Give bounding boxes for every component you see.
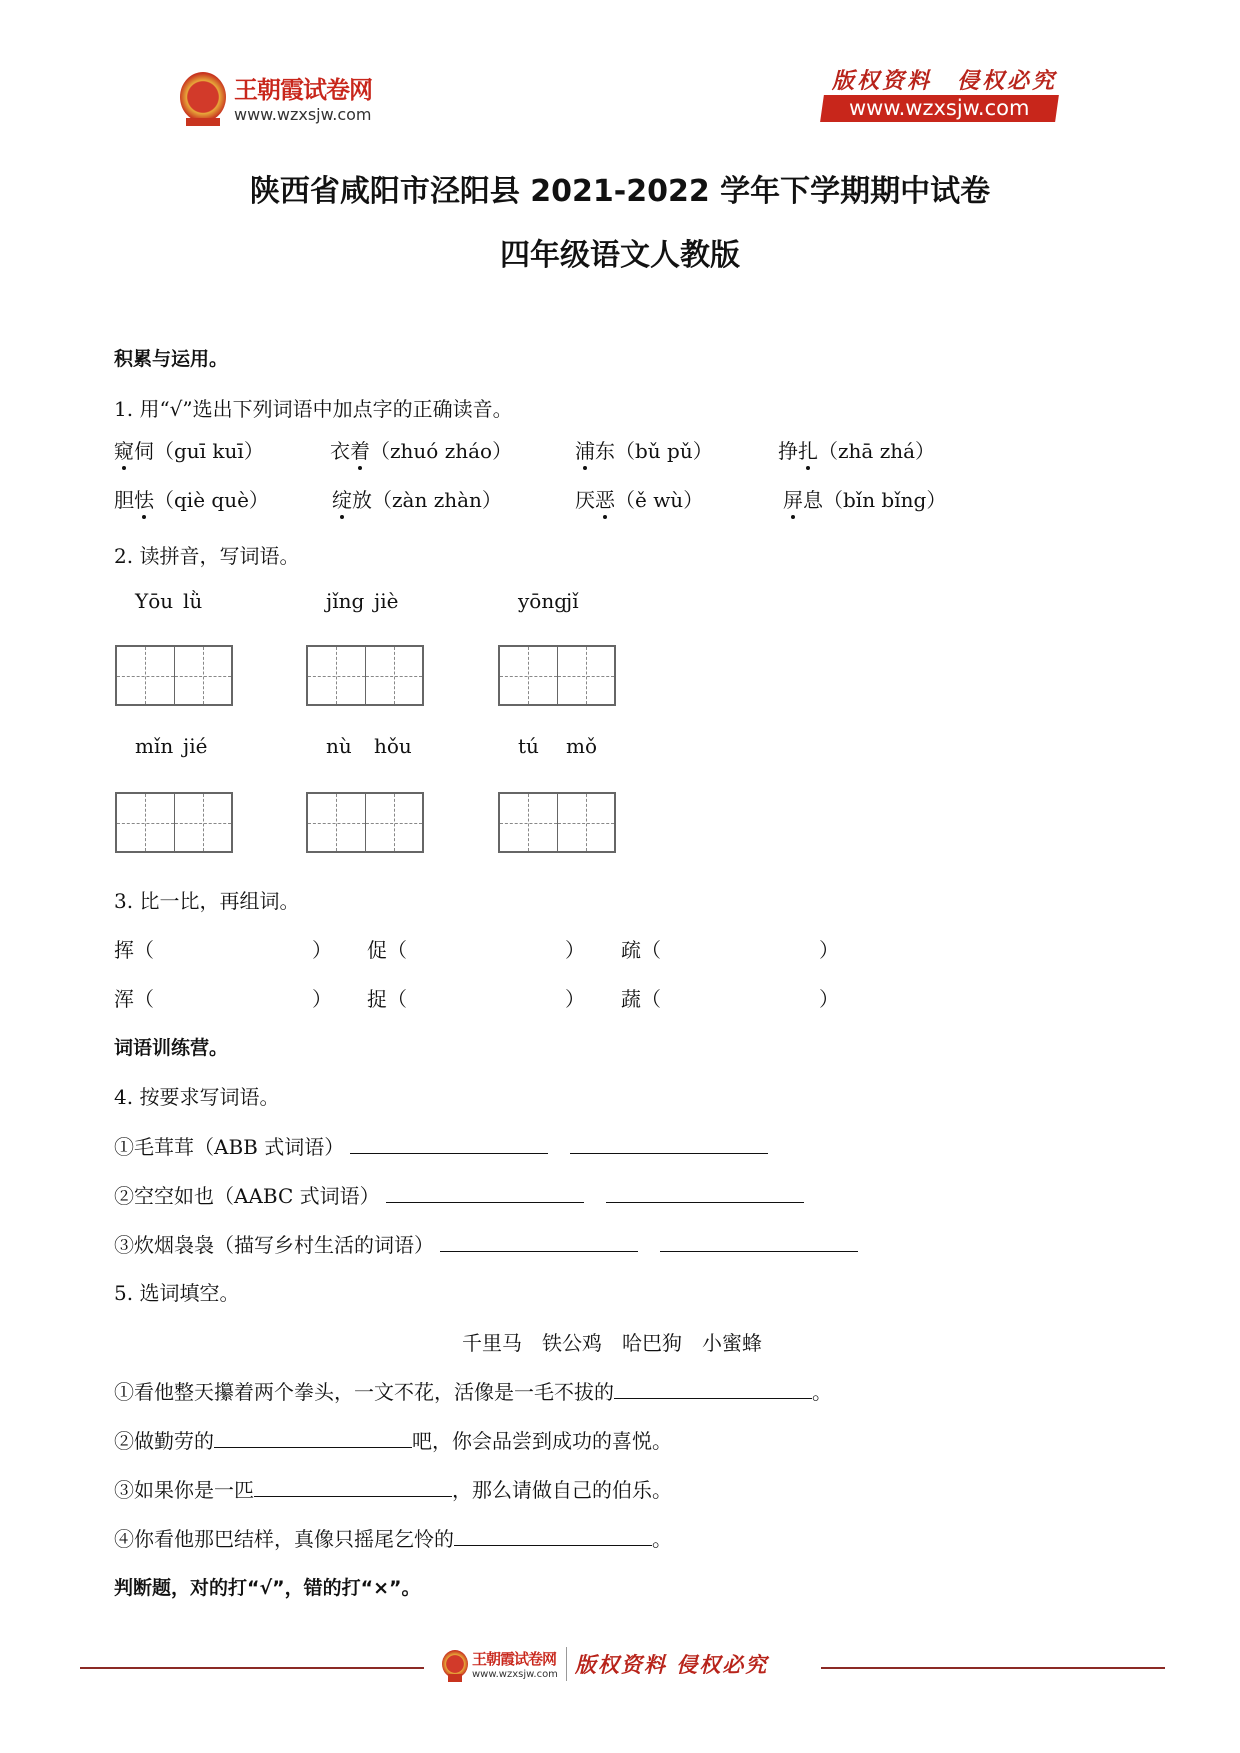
- open-paren: （: [641, 938, 661, 962]
- writing-grid[interactable]: [306, 645, 424, 706]
- word-options: 千里马 铁公鸡 哈巴狗 小蜜蜂: [462, 1331, 762, 1355]
- pinyin-options[interactable]: （qiè què）: [154, 488, 269, 512]
- open-paren: （: [641, 987, 661, 1011]
- word-part: 胆: [114, 488, 134, 512]
- word-task-item: [114, 1229, 858, 1258]
- pinyin-choice-item: [114, 484, 269, 513]
- grid-cell[interactable]: [558, 794, 615, 851]
- fill-sentence: [114, 1376, 832, 1405]
- compare-char: 挥: [114, 938, 134, 962]
- close-paren: ）: [565, 938, 585, 962]
- grid-cell[interactable]: [175, 794, 232, 851]
- pinyin-choice-item: [114, 435, 264, 464]
- pinyin-syllable: mǐn: [135, 734, 174, 758]
- task-label: ②空空如也（AABC 式词语）: [114, 1184, 380, 1208]
- seal-icon: [180, 72, 226, 122]
- sentence-end: ，那么请做自己的伯乐。: [452, 1478, 672, 1502]
- pinyin-choice-item: [575, 484, 703, 513]
- writing-grid[interactable]: [115, 645, 233, 706]
- pinyin-options[interactable]: （bǐn bǐng）: [823, 488, 947, 512]
- pinyin-choice-item: [332, 484, 502, 513]
- section-heading: 词语训练营。: [114, 1037, 229, 1059]
- writing-grid[interactable]: [498, 792, 616, 853]
- footer-brand: 王朝霞试卷网: [472, 1650, 557, 1668]
- answer-blank[interactable]: [660, 1231, 858, 1252]
- task-label: ①毛茸茸（ABB 式词语）: [114, 1135, 345, 1159]
- dotted-char: 恶: [595, 488, 615, 512]
- pinyin-options[interactable]: （bǔ pǔ）: [615, 439, 713, 463]
- close-paren: ）: [312, 938, 332, 962]
- dotted-char: 怯: [134, 488, 154, 512]
- open-paren: （: [387, 987, 407, 1011]
- fill-sentence: [114, 1425, 672, 1454]
- close-paren: ）: [819, 987, 839, 1011]
- writing-grid[interactable]: [115, 792, 233, 853]
- pinyin-choice-item: [778, 435, 935, 464]
- footer-divider-left: [80, 1667, 424, 1669]
- task-label: ③炊烟袅袅（描写乡村生活的词语）: [114, 1233, 434, 1257]
- compare-char: 浑: [114, 987, 134, 1011]
- dotted-char: 着: [350, 439, 370, 463]
- question-stem: 1. 用“√”选出下列词语中加点字的正确读音。: [114, 397, 513, 421]
- answer-blank[interactable]: [606, 1182, 804, 1203]
- word-task-item: [114, 1180, 804, 1209]
- footer-divider-right: [821, 1667, 1165, 1669]
- grid-cell[interactable]: [308, 647, 366, 704]
- pinyin-choice-item: [783, 484, 946, 513]
- writing-grid[interactable]: [306, 792, 424, 853]
- url-banner: [820, 95, 1059, 122]
- seal-icon: [442, 1650, 468, 1678]
- section-heading: 积累与运用。: [114, 348, 229, 370]
- pinyin-syllable: jǐ: [566, 589, 579, 613]
- word-part: 息: [803, 488, 823, 512]
- answer-blank[interactable]: [614, 1378, 812, 1399]
- pinyin-syllable: nù: [326, 734, 352, 758]
- sentence-start: ①看他整天攥着两个拳头，一文不花，活像是一毛不拔的: [114, 1380, 614, 1404]
- section-heading: 判断题，对的打“√”，错的打“×”。: [114, 1577, 421, 1599]
- answer-blank[interactable]: [350, 1133, 548, 1154]
- question-stem: 5. 选词填空。: [114, 1281, 240, 1305]
- answer-blank[interactable]: [440, 1231, 638, 1252]
- sentence-end: 吧，你会品尝到成功的喜悦。: [412, 1429, 672, 1453]
- grid-cell[interactable]: [558, 647, 615, 704]
- grid-cell[interactable]: [366, 794, 423, 851]
- sentence-end: 。: [652, 1527, 672, 1551]
- close-paren: ）: [565, 987, 585, 1011]
- compare-char: 促: [367, 938, 387, 962]
- pinyin-syllable: jié: [183, 734, 208, 758]
- word-part: 厌: [575, 488, 595, 512]
- word-part: 伺: [134, 439, 154, 463]
- brand-name: 王朝霞试卷网: [234, 76, 372, 104]
- word-blank[interactable]: [407, 0, 557, 24]
- banner-url: www.wzxsjw.com: [849, 96, 1030, 120]
- writing-grid[interactable]: [498, 645, 616, 706]
- dotted-char: 扎: [798, 439, 818, 463]
- dotted-char: 浦: [575, 439, 595, 463]
- pinyin-syllable: yōng: [518, 589, 568, 613]
- open-paren: （: [134, 938, 154, 962]
- word-part: 东: [595, 439, 615, 463]
- dotted-char: 窥: [114, 439, 134, 463]
- footer-separator: [566, 1647, 567, 1681]
- grid-cell[interactable]: [500, 647, 558, 704]
- open-paren: （: [134, 987, 154, 1011]
- close-paren: ）: [312, 987, 332, 1011]
- grid-cell[interactable]: [175, 647, 232, 704]
- compare-char: 捉: [367, 987, 387, 1011]
- footer-url: www.wzxsjw.com: [472, 1669, 558, 1680]
- grid-cell[interactable]: [117, 647, 175, 704]
- grid-cell[interactable]: [500, 794, 558, 851]
- answer-blank[interactable]: [214, 1427, 412, 1448]
- compare-char: 蔬: [621, 987, 641, 1011]
- dotted-char: 绽: [332, 488, 352, 512]
- grid-cell[interactable]: [117, 794, 175, 851]
- copyright-slogan: 版权资料 侵权必究: [832, 68, 1058, 94]
- pinyin-syllable: Yōu: [135, 589, 174, 613]
- pinyin-syllable: jiè: [374, 589, 399, 613]
- pinyin-choice-item: [330, 435, 512, 464]
- sentence-start: ②做勤劳的: [114, 1429, 214, 1453]
- question-stem: 2. 读拼音，写词语。: [114, 544, 300, 568]
- word-blank[interactable]: [661, 0, 811, 24]
- answer-blank[interactable]: [254, 1476, 452, 1497]
- pinyin-syllable: mǒ: [566, 734, 598, 758]
- word-task-item: [114, 1131, 768, 1160]
- pinyin-choice-item: [575, 435, 713, 464]
- pinyin-options[interactable]: （zàn zhàn）: [372, 488, 502, 512]
- word-part: 衣: [330, 439, 350, 463]
- sentence-end: 。: [812, 1380, 832, 1404]
- close-paren: ）: [819, 938, 839, 962]
- page-title: 陕西省咸阳市泾阳县 2021-2022 学年下学期期中试卷: [249, 174, 991, 209]
- brand-url: www.wzxsjw.com: [234, 105, 372, 124]
- fill-sentence: [114, 1474, 672, 1503]
- pinyin-options[interactable]: （zhā zhá）: [818, 439, 936, 463]
- word-blank[interactable]: [154, 0, 304, 24]
- open-paren: （: [387, 938, 407, 962]
- pinyin-syllable: tú: [518, 734, 539, 758]
- header-logo: [180, 70, 372, 124]
- pinyin-syllable: hǒu: [374, 734, 412, 758]
- fill-sentence: [114, 1523, 672, 1552]
- dotted-char: 屏: [783, 488, 803, 512]
- sentence-start: ③如果你是一匹: [114, 1478, 254, 1502]
- word-part: 挣: [778, 439, 798, 463]
- pinyin-syllable: lǜ: [183, 589, 203, 613]
- sentence-start: ④你看他那巴结样，真像只摇尾乞怜的: [114, 1527, 454, 1551]
- word-part: 放: [352, 488, 372, 512]
- pinyin-options[interactable]: （zhuó zháo）: [370, 439, 513, 463]
- pinyin-syllable: jǐng: [326, 589, 365, 613]
- question-stem: 3. 比一比，再组词。: [114, 889, 300, 913]
- footer-logo: [442, 1647, 768, 1681]
- answer-blank[interactable]: [570, 1133, 768, 1154]
- question-stem: 4. 按要求写词语。: [114, 1085, 280, 1109]
- pinyin-options[interactable]: （guī kuī）: [154, 439, 264, 463]
- answer-blank[interactable]: [386, 1182, 584, 1203]
- compare-char: 疏: [621, 938, 641, 962]
- page-subtitle: 四年级语文人教版: [500, 238, 740, 273]
- footer-slogan: 版权资料 侵权必究: [574, 1652, 769, 1677]
- grid-cell[interactable]: [308, 794, 366, 851]
- answer-blank[interactable]: [454, 1525, 652, 1546]
- grid-cell[interactable]: [366, 647, 423, 704]
- pinyin-options[interactable]: （ě wù）: [615, 488, 704, 512]
